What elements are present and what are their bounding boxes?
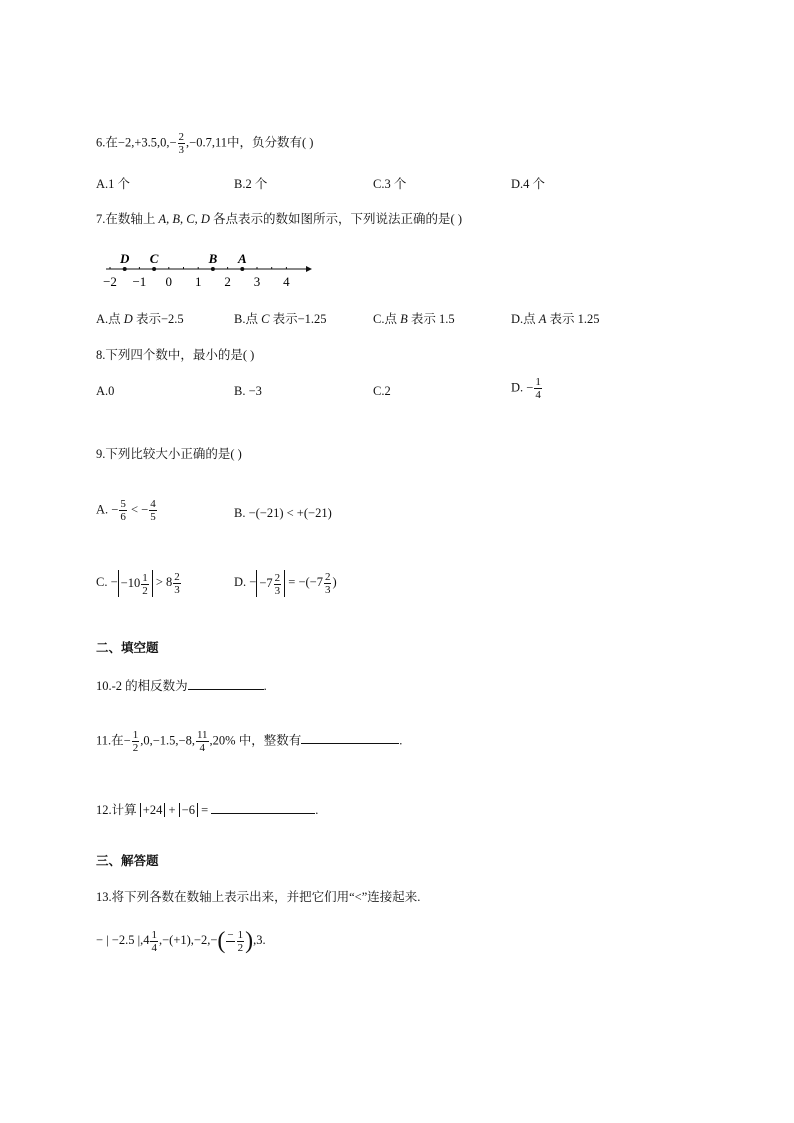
q6-option-d: D.4 个 <box>511 177 546 191</box>
number-line-figure <box>96 246 320 292</box>
axis-point <box>240 267 244 271</box>
axis-point-labels <box>119 251 247 266</box>
axis-point-label: B <box>208 251 218 266</box>
axis-tick-labels <box>103 274 290 289</box>
question-6: 6.在−2,+3.5,0,− $\frac{2}{3}$ ,−0.7,11中，负分数有( ) <box>96 131 314 156</box>
q8-option-c: C.2 <box>373 384 391 398</box>
q6-option-b: B.2 个 <box>234 177 268 191</box>
axis-tick-label: −1 <box>132 274 147 289</box>
axis-tick-label: 3 <box>253 274 261 289</box>
question-10: 10.-2 的相反数为 . <box>96 679 267 693</box>
answer-blank[interactable] <box>211 801 315 814</box>
section-3-heading: 三、解答题 <box>96 853 159 868</box>
q7-option-b: B.点 C 表示−1.25 <box>234 312 327 326</box>
q8-option-d: D. − $\frac{1}{4}$ <box>511 376 541 401</box>
axis-point-label: C <box>149 251 159 266</box>
axis-arrow <box>306 266 312 272</box>
axis-tick-label: 1 <box>194 274 202 289</box>
q8-option-a: A.0 <box>96 384 115 398</box>
axis-point-label: A <box>237 251 247 266</box>
q9-option-a: A. − $\frac{5}{6}$ < − $\frac{4}{5}$ <box>96 498 156 523</box>
q9-option-b: B. −(−21) < +(−21) <box>234 506 332 520</box>
q9-option-c: C. − −10 $\frac{1}{2}$ > 8 $\frac{2}{3}$ <box>96 570 180 597</box>
q6-option-c: C.3 个 <box>373 177 407 191</box>
q7-option-a: A.点 D 表示−2.5 <box>96 312 184 326</box>
q9-option-d: D. − −7 $\frac{2}{3}$ = −(−7 $\frac{2}{3}$ ) <box>234 570 337 597</box>
question-13: 13.将下列各数在数轴上表示出来，并把它们用“<”连接起来. <box>96 890 421 904</box>
question-7: 7.在数轴上 A, B, C, D 各点表示的数如图所示，下列说法正确的是( ) <box>96 212 462 226</box>
axis-tick-label: 2 <box>224 274 231 289</box>
question-13-expression: − | −2.5 |,4 $\frac{1}{4}$ ,−(+1),−2,−( − $\frac{1}{2}$ ),3. <box>96 928 266 954</box>
q8-option-b: B. −3 <box>234 384 262 398</box>
axis-point <box>152 267 156 271</box>
fraction: $\frac{2}{3}$ <box>178 131 185 156</box>
axis-point <box>123 267 127 271</box>
axis-tick-label: −2 <box>103 274 117 289</box>
answer-blank[interactable] <box>301 731 399 744</box>
q7-option-d: D.点 A 表示 1.25 <box>511 312 600 326</box>
answer-blank[interactable] <box>188 677 264 690</box>
axis-tick-label: 4 <box>283 274 290 289</box>
question-12: 12.计算 +24 + −6 = . <box>96 803 319 817</box>
axis-tick-label: 0 <box>165 274 173 289</box>
q6-option-a: A.1 个 <box>96 177 131 191</box>
section-2-heading: 二、填空题 <box>96 640 159 655</box>
axis-point-label: D <box>120 251 130 266</box>
question-8: 8.下列四个数中，最小的是( ) <box>96 348 255 362</box>
q7-option-c: C.点 B 表示 1.5 <box>373 312 455 326</box>
question-11: 11.在− $\frac{1}{2}$ ,0,−1.5,−8, $\frac{11}{4}$ ,20% 中，整数有 . <box>96 729 403 754</box>
question-9: 9.下列比较大小正确的是( ) <box>96 447 242 461</box>
axis-point <box>211 267 215 271</box>
